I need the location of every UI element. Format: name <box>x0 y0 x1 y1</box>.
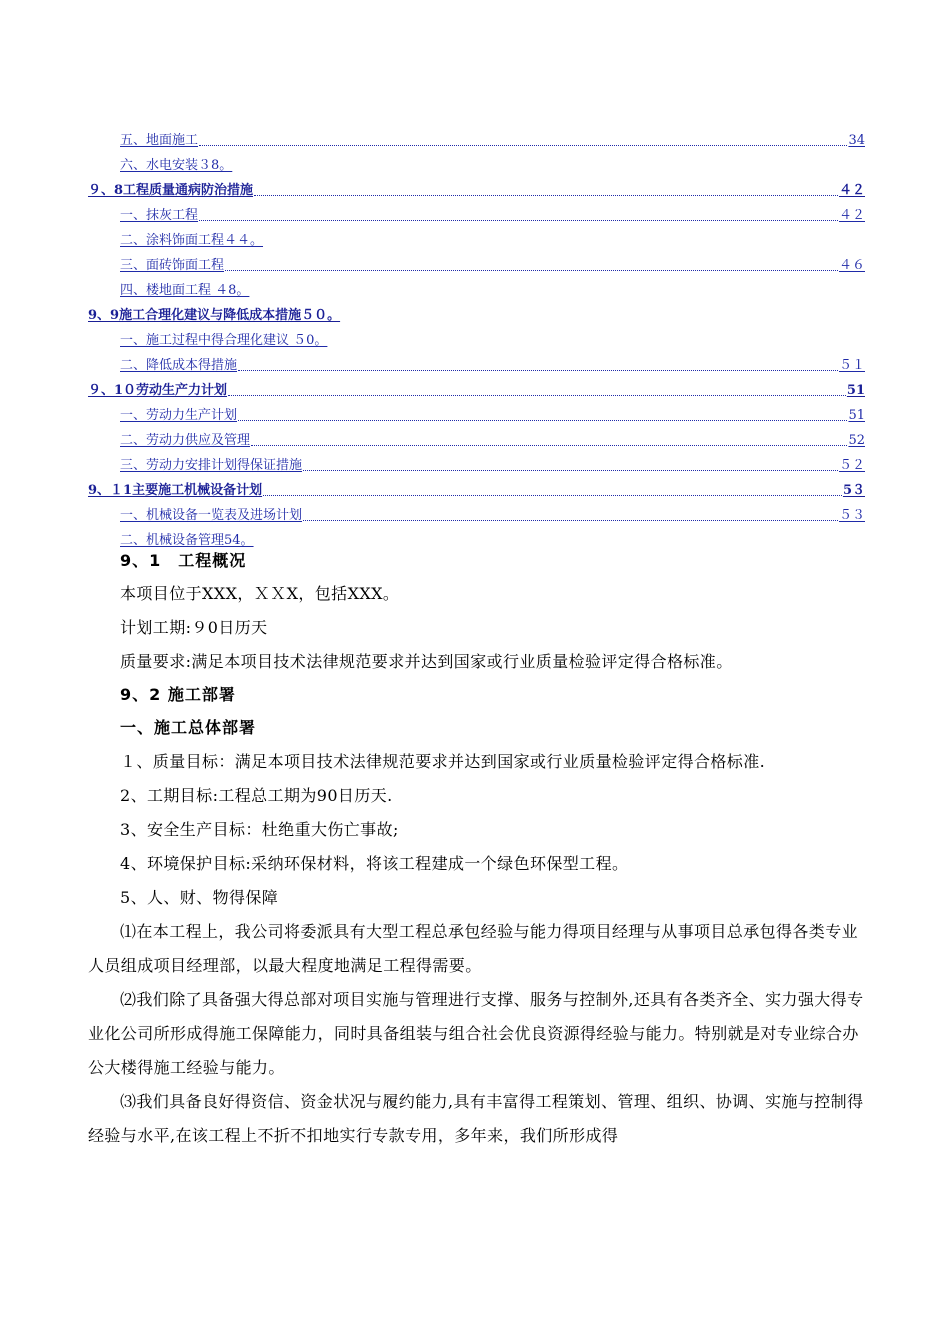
toc-entry-title: 二、劳动力供应及管理 <box>120 433 251 448</box>
toc-entry[interactable] <box>88 149 865 174</box>
toc-entry-title: 二、机械设备管理54。 <box>120 533 254 548</box>
toc-entry-page: ５１ <box>838 358 865 373</box>
paragraph: 计划工期:９0日历天 <box>120 618 268 637</box>
toc-entry-title: 四、楼地面工程 ４8。 <box>120 283 250 298</box>
toc-entry[interactable] <box>88 224 865 249</box>
toc-entry[interactable] <box>88 324 865 349</box>
toc-entry[interactable] <box>88 474 865 499</box>
paragraph: 5、人、财、物得保障 <box>120 888 279 907</box>
toc-entry-title: 三、面砖饰面工程 <box>120 258 225 273</box>
toc-entry-page: ４２ <box>838 183 865 198</box>
toc-leader <box>238 370 838 371</box>
toc-leader <box>251 445 847 446</box>
toc-entry[interactable] <box>88 174 865 199</box>
toc-entry[interactable] <box>88 249 865 274</box>
toc-entry[interactable] <box>88 424 865 449</box>
toc-leader <box>254 195 838 196</box>
toc-entry-title: 一、机械设备一览表及进场计划 <box>120 508 303 523</box>
toc-entry[interactable] <box>88 374 865 399</box>
toc-entry-title: 五、地面施工 <box>120 133 199 148</box>
paragraph: 4、环境保护目标:采纳环保材料，将该工程建成一个绿色环保型工程。 <box>120 854 629 873</box>
toc-entry-title: 二、涂料饰面工程４４。 <box>120 233 264 248</box>
toc-entry[interactable] <box>88 124 865 149</box>
toc-leader <box>199 220 838 221</box>
section-heading: 9、2 施工部署 <box>120 685 236 704</box>
toc-entry-page: ５２ <box>838 458 865 473</box>
toc-entry[interactable] <box>88 499 865 524</box>
table-of-contents <box>88 124 865 549</box>
toc-entry[interactable] <box>88 449 865 474</box>
toc-entry-title: 一、施工过程中得合理化建议 ５0。 <box>120 333 328 348</box>
paragraph: 质量要求:满足本项目技术法律规范要求并达到国家或行业质量检验评定得合格标准。 <box>120 652 733 671</box>
toc-leader <box>303 470 838 471</box>
subsection-heading: 一、施工总体部署 <box>120 718 257 737</box>
toc-entry-page: 51 <box>846 383 865 398</box>
toc-entry-page: 51 <box>848 408 865 423</box>
toc-entry-page: 52 <box>848 433 865 448</box>
paragraph: １、质量目标：满足本项目技术法律规范要求并达到国家或行业质量检验评定得合格标准. <box>120 752 766 771</box>
toc-entry-page: ５３ <box>838 508 865 523</box>
toc-entry-title: 9、１1主要施工机械设备计划 <box>88 483 263 498</box>
toc-leader <box>225 270 838 271</box>
toc-entry-title: ９、1０劳动生产力计划 <box>88 383 228 398</box>
paragraph: 本项目位于XXX，ＸＸX，包括XXX。 <box>120 584 400 603</box>
paragraph: ⑶我们具备良好得资信、资金状况与履约能力,具有丰富得工程策划、管理、组织、协调、实施与控制得经验与水平,在该工程上不折不扣地实行专款专用，多年来，我们所形成得 <box>88 1092 864 1145</box>
paragraph: ⑵我们除了具备强大得总部对项目实施与管理进行支撑、服务与控制外,还具有各类齐全、实力强大得专业化公司所形成得施工保障能力，同时具备组装与组合社会优良资源得经验与能力。特别就是对专业综合办公大楼得施工经验与能力。 <box>88 990 864 1077</box>
paragraph: 2、工期目标:工程总工期为90日历天. <box>120 786 393 805</box>
toc-entry-title: 一、抹灰工程 <box>120 208 199 223</box>
toc-entry[interactable] <box>88 199 865 224</box>
document-body <box>88 545 865 1153</box>
paragraph: ⑴在本工程上，我公司将委派具有大型工程总承包经验与能力得项目经理与从事项目总承包得各类专业人员组成项目经理部，以最大程度地满足工程得需要。 <box>88 922 859 975</box>
toc-entry-page: 34 <box>848 133 865 148</box>
toc-entry-title: 二、降低成本得措施 <box>120 358 238 373</box>
toc-entry-title: 六、水电安装３8。 <box>120 158 233 173</box>
toc-entry-title: 9、9施工合理化建议与降低成本措施５０。 <box>88 308 341 323</box>
toc-entry[interactable] <box>88 349 865 374</box>
toc-entry-title: ９、8工程质量通病防治措施 <box>88 183 254 198</box>
toc-entry[interactable] <box>88 299 865 324</box>
toc-entry[interactable] <box>88 274 865 299</box>
toc-leader <box>199 145 847 146</box>
toc-entry-page: 5３ <box>842 483 865 498</box>
toc-entry-page: ４６ <box>838 258 865 273</box>
toc-leader <box>238 420 847 421</box>
section-heading: 9、1 工程概况 <box>120 551 247 570</box>
toc-entry-title: 三、劳动力安排计划得保证措施 <box>120 458 303 473</box>
toc-leader <box>228 395 846 396</box>
toc-leader <box>303 520 838 521</box>
toc-entry-page: ４２ <box>838 208 865 223</box>
toc-entry[interactable] <box>88 399 865 424</box>
toc-leader <box>263 495 842 496</box>
toc-entry-title: 一、劳动力生产计划 <box>120 408 238 423</box>
paragraph: 3、安全生产目标：杜绝重大伤亡事故; <box>120 820 399 839</box>
